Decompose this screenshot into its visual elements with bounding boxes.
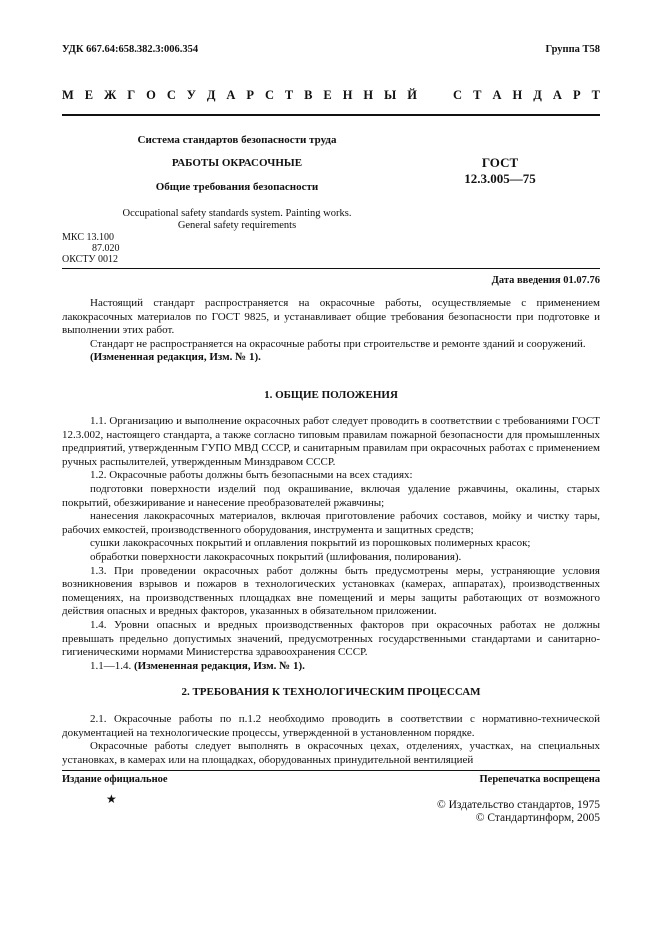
paragraph: сушки лакокрасочных покрытий и оплавления покрытий из порошковых полимерных красок; [90, 537, 531, 550]
system-title: Система стандартов безопасности труда [137, 134, 337, 146]
banner-letter: Р [246, 88, 255, 102]
reprint-prohibited: Перепечатка воспрещена [479, 774, 600, 785]
gost-label: ГОСТ [481, 155, 519, 170]
banner-letter: А [552, 88, 562, 102]
banner-letter: Р [572, 88, 581, 102]
banner-letter: М [62, 88, 74, 102]
paragraph: Окрасочные работы следует выполнять в окрасочных цехах, отделениях, участках, на специальных установках, в камерах или на площадках, оборудованных принудительной вентиляцией [62, 740, 600, 766]
banner-letter: Н [512, 88, 523, 102]
intro-text [62, 297, 600, 365]
banner-letter: Е [84, 88, 94, 102]
official-edition: Издание официальное [62, 774, 168, 785]
gost-number: 12.3.005—75 [464, 171, 536, 186]
banner-letter: Н [342, 88, 353, 102]
banner-letter: Й [407, 88, 417, 102]
banner-letter: А [492, 88, 502, 102]
group-code: Группа Т58 [545, 44, 600, 55]
banner-letter: С [453, 88, 463, 102]
section-1-edition-note [62, 660, 600, 674]
main-title: РАБОТЫ ОКРАСОЧНЫЕ [171, 157, 303, 169]
banner-letter: Д [206, 88, 216, 102]
intro-date-value: 01.07.76 [563, 275, 600, 286]
banner-letter: Г [127, 88, 136, 102]
section-1-title: 1. ОБЩИЕ ПОЛОЖЕНИЯ [264, 389, 398, 401]
sub-title: Общие требования безопасности [155, 181, 319, 193]
banner-rule [62, 114, 600, 116]
banner-letter: Ж [104, 88, 117, 102]
intro-paragraph: Стандарт не распространяется на окрасочные работы при строительстве и ремонте зданий и сооружений. [90, 337, 586, 350]
edition-text: (Измененная редакция, Изм. № 1). [134, 659, 305, 672]
section-2-title: 2. ТРЕБОВАНИЯ К ТЕХНОЛОГИЧЕСКИМ ПРОЦЕССАМ [181, 686, 481, 698]
banner-letter: Т [473, 88, 482, 102]
paragraph: подготовки поверхности изделий под окрашивание, включая удаление ржавчины, окалины, старых покрытий, обезжиривание и нанесение преобразователей ржавчины; [62, 482, 600, 509]
copyright-1975: © Издательство стандартов, 1975 [436, 799, 600, 811]
mks-code: МКС 13.100 [62, 232, 114, 243]
banner-letter: Т [591, 88, 600, 102]
footer-rule [62, 770, 600, 771]
intro-edition-note: (Измененная редакция, Изм. № 1). [90, 351, 261, 364]
paragraph: обработки поверхности лакокрасочных покрытий (шлифования, полирования). [90, 550, 462, 563]
intro-date-label: Дата введения [491, 275, 561, 286]
banner-letter: Ы [384, 88, 397, 102]
copyright-2005: © Стандартинформ, 2005 [475, 812, 600, 824]
banner-letter: В [304, 88, 313, 102]
okstu-code: ОКСТУ 0012 [62, 254, 119, 265]
section-1-text [62, 415, 600, 673]
intro-date [492, 275, 600, 286]
banner-letter: Т [284, 88, 294, 102]
banner-letter: Е [323, 88, 332, 102]
english-title-1: Occupational safety standards system. Painting works. [122, 208, 352, 219]
banner-letter: О [146, 88, 156, 102]
banner-letter: С [166, 88, 176, 102]
mks-code-second: 87.020 [92, 243, 120, 254]
paragraph: 1.3. При проведении окрасочных работ должны быть предусмотрены меры, устраняющие условия возникновения взрывов и пожаров в технологических установках (камерах, аппаратах), производственных помещениях, на производственных площадках вне помещений и меры защиты работающих от возможного действия опасных и вредных факторов, указанных в обязательном приложении. [62, 564, 600, 618]
paragraph: 1.2. Окрасочные работы должны быть безопасными на всех стадиях: [90, 469, 413, 482]
banner-letter: А [226, 88, 236, 102]
banner-word-interstate [62, 88, 417, 103]
standard-banner [62, 88, 600, 103]
english-title-2: General safety requirements [177, 220, 297, 231]
star-icon: ★ [106, 792, 117, 806]
banner-letter: У [186, 88, 196, 102]
edition-prefix: 1.1—1.4. [90, 659, 132, 672]
banner-letter: С [264, 88, 274, 102]
banner-letter: Д [533, 88, 542, 102]
title-rule [62, 268, 600, 269]
banner-word-standard [453, 88, 600, 103]
paragraph: 1.4. Уровни опасных и вредных производственных факторов при окрасочных работах не должны превышать предельно допустимых значений, предусмотренных государственными стандартами и санитарно-гигиеническими нормами Министерства здравоохранения СССР. [62, 618, 600, 659]
section-2-text [62, 713, 600, 767]
udk-code: УДК 667.64:658.382.3:006.354 [62, 44, 199, 55]
paragraph: нанесения лакокрасочных материалов, включая приготовление рабочих составов, мойку и чистку тары, рабочих емкостей, производственного оборудования, инструмента и защитных средств; [62, 510, 600, 536]
intro-paragraph: Настоящий стандарт распространяется на окрасочные работы, осуществляемые с применением лакокрасочных материалов по ГОСТ 9825, и устанавливает общие требования безопасности при подготовке и выполнении этих работ. [62, 297, 600, 337]
paragraph: 1.1. Организацию и выполнение окрасочных работ следует проводить в соответствии с требованиями ГОСТ 12.3.002, настоящего стандарта, а также согласно типовым правилам пожарной безопасности для промышленных предприятий, утвержденным ГУПО МВД СССР, и санитарным правилам при окрасочных работах с применением ручных распылителей, утвержденным Минздравом СССР. [62, 415, 600, 468]
banner-letter: Н [363, 88, 374, 102]
paragraph: 2.1. Окрасочные работы по п.1.2 необходимо проводить в соответствии с нормативно-технической документацией на технологические процессы, утвержденной в установленном порядке. [62, 713, 600, 739]
